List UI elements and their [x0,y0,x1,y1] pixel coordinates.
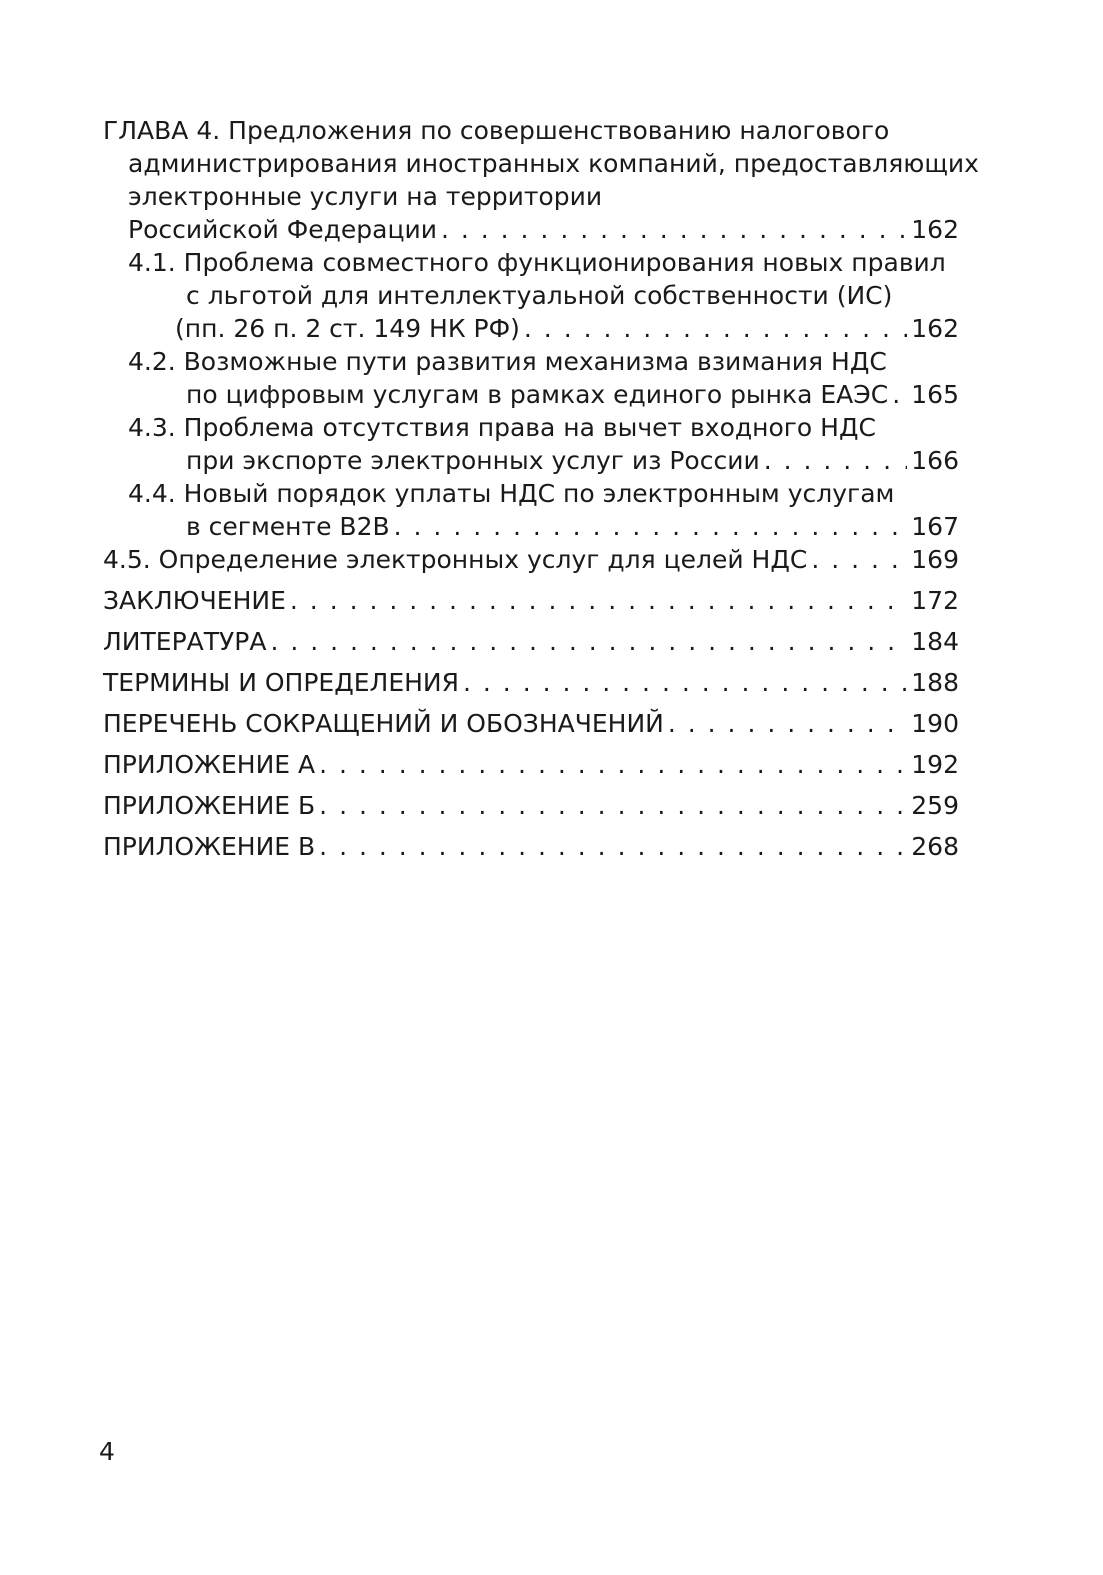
toc-page-number: 162 [911,215,959,244]
toc-entry-title-line: при экспорте электронных услуг из России [186,446,760,475]
toc-entry-title-line: с льготой для интеллектуальной собственности (ИС) [186,281,893,310]
dot-leader [524,312,907,345]
toc-entry-leader-line [103,543,959,576]
toc-page-number: 259 [911,791,959,820]
toc-entry-appendix-v[interactable] [103,830,959,863]
toc-entry-conclusion[interactable] [103,584,959,617]
dot-leader [463,666,907,699]
toc-entry-title: ТЕРМИНЫ И ОПРЕДЕЛЕНИЯ [103,668,460,697]
toc-entry-title-line: 4.3. Проблема отсутствия права на вычет входного НДС [128,413,876,442]
toc-page-number: 190 [911,709,959,738]
toc-entry-title: ПРИЛОЖЕНИЕ В [103,832,316,861]
toc-entry-title-line: администрирования иностранных компаний, предоставляющих [128,149,979,178]
dot-leader [441,213,907,246]
toc-page-number: 167 [911,512,959,541]
dot-leader [764,444,908,477]
toc-entry-abbreviations[interactable] [103,707,959,740]
toc-entry-leader-line [103,830,959,863]
toc-entry-chapter-4[interactable] [103,114,979,246]
toc-entry-title: ПЕРЕЧЕНЬ СОКРАЩЕНИЙ И ОБОЗНАЧЕНИЙ [103,709,664,738]
toc-entry-title-line: ГЛАВА 4. Предложения по совершенствованию налогового [103,116,890,145]
toc-entry-4-1[interactable] [103,246,959,345]
toc-page-number: 188 [911,668,959,697]
toc-entry-title: ПРИЛОЖЕНИЕ Б [103,791,316,820]
dot-leader [290,584,907,617]
toc-entry-leader-line [103,378,959,411]
toc-entry-title-line: 4.2. Возможные пути развития механизма взимания НДС [128,347,887,376]
toc-page-number: 172 [911,586,959,615]
dot-leader [319,748,907,781]
toc-entry-title-line: 4.4. Новый порядок уплаты НДС по электронным услугам [128,479,895,508]
toc-entry-title-line: (пп. 26 п. 2 ст. 149 НК РФ) [175,314,520,343]
toc-entry-title: ПРИЛОЖЕНИЕ А [103,750,316,779]
dot-leader [811,543,907,576]
toc-entry-title-line: 4.1. Проблема совместного функционирования новых правил [128,248,946,277]
toc-page-number: 166 [911,446,959,475]
toc-entry-leader-line [103,789,959,822]
toc-entry-leader-line [103,444,959,477]
toc-entry-title: 4.5. Определение электронных услуг для целей НДС [103,545,808,574]
toc-entry-leader-line [103,666,959,699]
toc-entry-literature[interactable] [103,625,959,658]
toc-entry-appendix-a[interactable] [103,748,959,781]
toc-entry-title-line: в сегменте B2B [186,512,390,541]
toc-page-number: 169 [911,545,959,574]
toc-entry-leader-line [103,510,959,543]
toc-entry-leader-line [103,213,959,246]
toc-entry-leader-line [103,748,959,781]
dot-leader [319,830,907,863]
toc-entry-4-5[interactable] [103,543,959,576]
dot-leader [319,789,907,822]
toc-entry-leader-line [103,312,959,345]
toc-entry-title-line: электронные услуги на территории [128,182,603,211]
toc-page-number: 162 [911,314,959,343]
toc-entry-leader-line [103,625,959,658]
toc-entry-title: ЛИТЕРАТУРА [103,627,267,656]
table-of-contents [103,114,979,863]
dot-leader [892,378,907,411]
dot-leader [394,510,908,543]
toc-page-number: 268 [911,832,959,861]
toc-entry-4-2[interactable] [103,345,959,411]
page-number: 4 [99,1437,115,1466]
toc-entry-leader-line [103,707,959,740]
toc-entry-appendix-b[interactable] [103,789,959,822]
toc-entry-title-line: Российской Федерации [128,215,437,244]
toc-entry-title: ЗАКЛЮЧЕНИЕ [103,586,286,615]
toc-entry-title-line: по цифровым услугам в рамках единого рынка ЕАЭС [186,380,889,409]
toc-entry-leader-line [103,584,959,617]
dot-leader [668,707,907,740]
toc-page-number: 192 [911,750,959,779]
toc-entry-terms[interactable] [103,666,959,699]
toc-page-number: 165 [911,380,959,409]
toc-entry-4-3[interactable] [103,411,959,477]
dot-leader [270,625,907,658]
toc-page-number: 184 [911,627,959,656]
toc-entry-4-4[interactable] [103,477,959,543]
